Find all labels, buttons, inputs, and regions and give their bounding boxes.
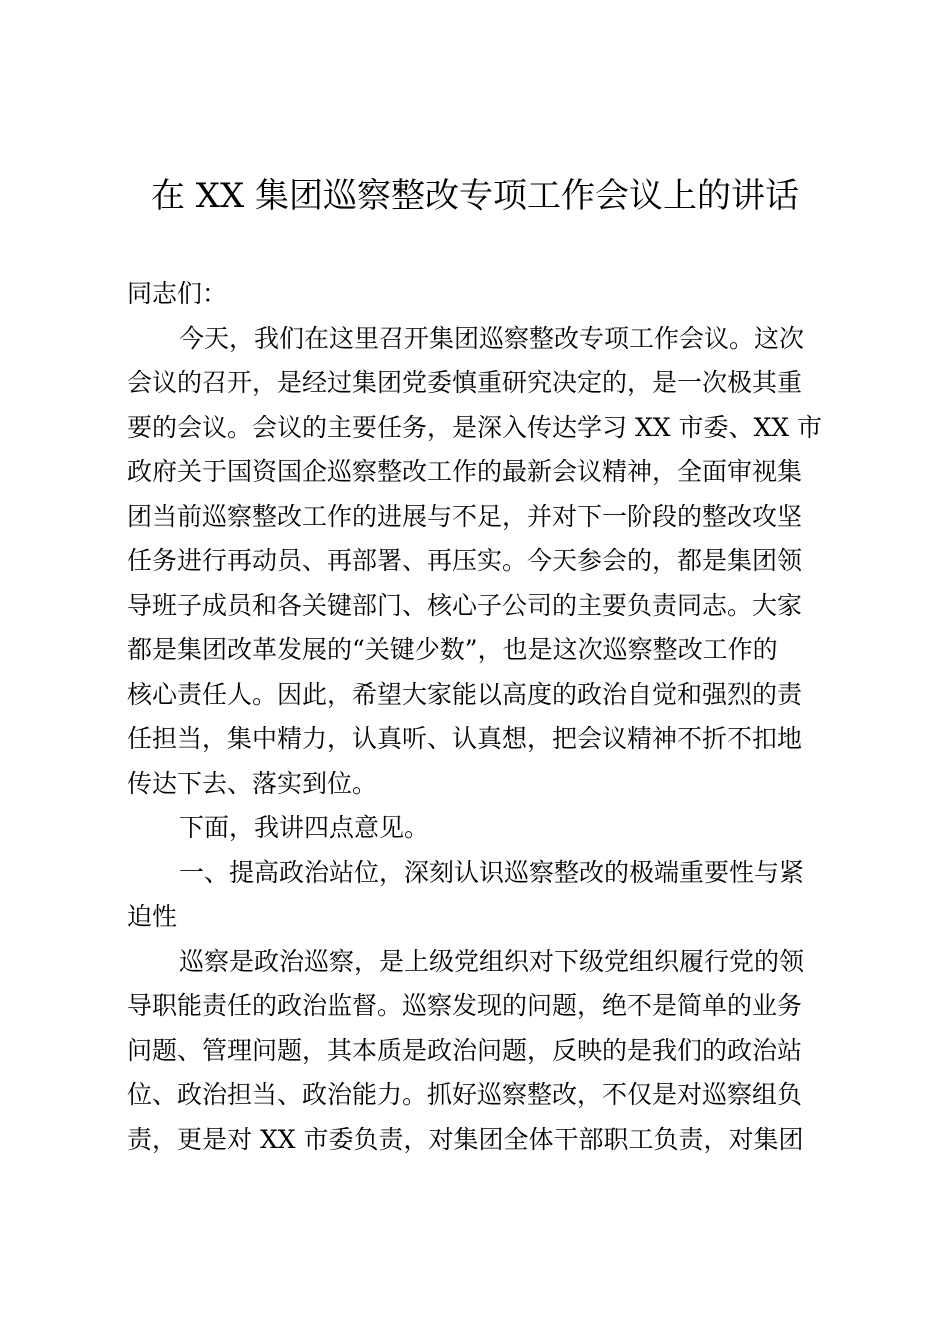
- body-line: 政府关于国资国企巡察整改工作的最新会议精神，全面审视集: [127, 457, 803, 486]
- body-line: 导班子成员和各关键部门、核心子公司的主要负责同志。大家: [127, 590, 803, 620]
- body-line: 核心责任人。因此，希望大家能以高度的政治自觉和强烈的责: [127, 679, 803, 709]
- body-line: 任务进行再动员、再部署、再压实。今天参会的，都是集团领: [127, 546, 803, 575]
- body-line: 下面，我讲四点意见。: [179, 813, 430, 842]
- body-line: 团当前巡察整改工作的进展与不足，并对下一阶段的整改攻坚: [127, 501, 803, 531]
- body-line: 任担当，集中精力，认真听、认真想，把会议精神不折不扣地: [127, 724, 803, 753]
- body-line: 迫性: [127, 902, 178, 931]
- body-line: 要的会议。会议的主要任务，是深入传达学习 XX 市委、XX 市: [127, 412, 823, 442]
- document-body: [127, 272, 835, 1162]
- body-line: 责，更是对 XX 市委负责，对集团全体干部职工负责，对集团: [127, 1124, 804, 1154]
- body-line: 传达下去、落实到位。: [127, 768, 378, 798]
- body-line: 同志们：: [127, 279, 228, 308]
- body-line: 一、提高政治站位，深刻认识巡察整改的极端重要性与紧: [179, 857, 805, 887]
- body-line: 会议的召开，是经过集团党委慎重研究决定的，是一次极其重: [127, 368, 803, 397]
- body-line: 导职能责任的政治监督。巡察发现的问题，绝不是简单的业务: [127, 991, 803, 1020]
- body-line: 问题、管理问题，其本质是政治问题，反映的是我们的政治站: [127, 1035, 803, 1065]
- document-title: 在 XX 集团巡察整改专项工作会议上的讲话: [150, 176, 800, 216]
- body-line: 位、政治担当、政治能力。抓好巡察整改，不仅是对巡察组负: [127, 1080, 803, 1109]
- body-line: 今天，我们在这里召开集团巡察整改专项工作会议。这次: [179, 323, 805, 353]
- body-line: 巡察是政治巡察，是上级党组织对下级党组织履行党的领: [179, 946, 805, 976]
- body-line: 都是集团改革发展的“关键少数”，也是这次巡察整改工作的: [127, 635, 778, 664]
